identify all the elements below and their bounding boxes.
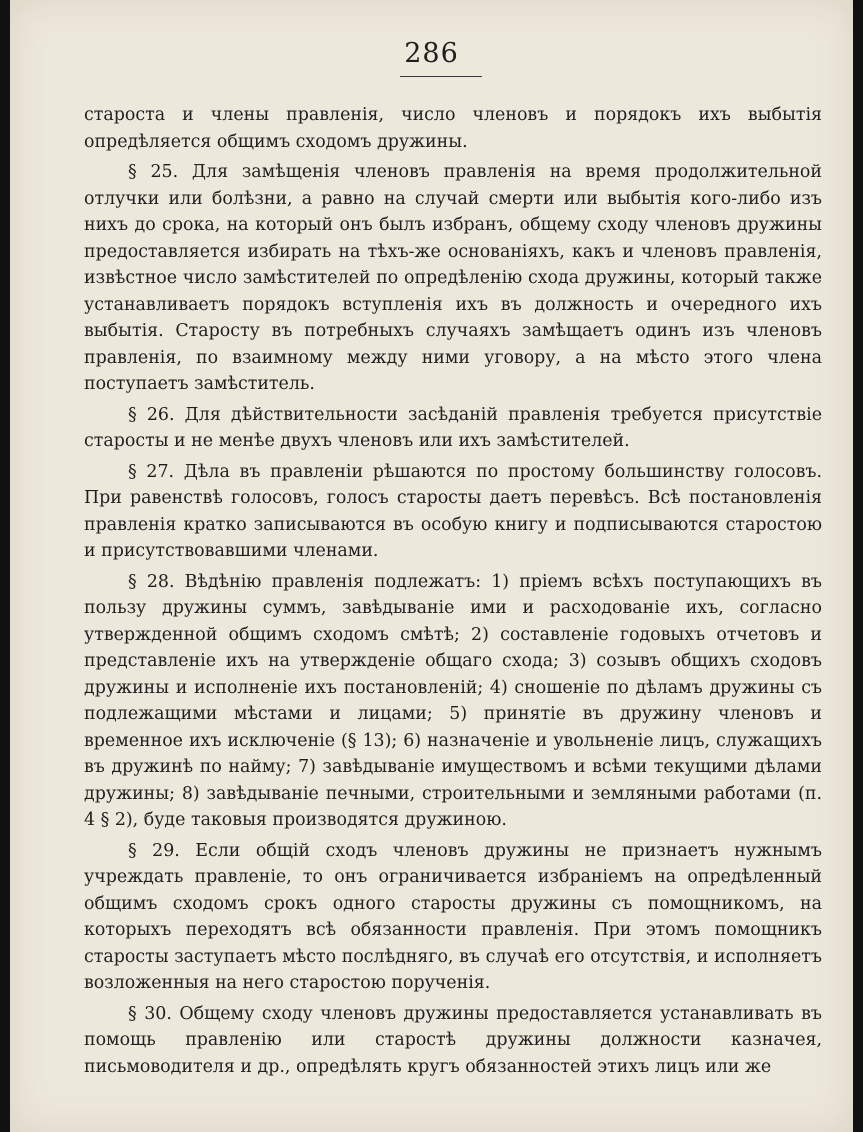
page-number: 286 [404, 38, 459, 69]
paragraph-section-26: § 26. Для дѣйствительности засѣданій правленія требуется присутствіе старосты и не менѣе двухъ членовъ или ихъ замѣстителей. [84, 404, 822, 451]
paragraph-section-30: § 30. Общему сходу членовъ дружины предоставляется устанавливать въ помощь правленію или старостѣ дружины должности казначея, письмоводителя и др., опредѣлять кругъ обязанностей этихъ лицъ или же [84, 1003, 822, 1077]
paragraph-continuation: староста и члены правленія, число членовъ и порядокъ ихъ выбытія опредѣляется общимъ сходомъ дружины. [84, 105, 822, 152]
book-page [10, 0, 853, 1132]
page-number-rule [400, 76, 482, 77]
paragraph-section-28: § 28. Вѣдѣнію правленія подлежатъ: 1) пріемъ всѣхъ поступающихъ въ пользу дружины суммъ, завѣдываніе ими и расходованіе ихъ, согласно утвержденной общимъ сходомъ смѣтѣ; 2) составленіе годовыхъ отчетовъ и представленіе ихъ на утвержденіе общаго схода; 3) созывъ общихъ сходовъ дружины и исполненіе ихъ постановленій; 4) сношеніе по дѣламъ дружины съ подлежащими мѣстами и лицами; 5) принятіе въ дружину членовъ и временное ихъ исключеніе (§ 13); 6) назначеніе и увольненіе лицъ, служащихъ въ дружинѣ по найму; 7) завѣдываніе имуществомъ и всѣми текущими дѣлами дружины; 8) завѣдываніе печными, строительными и земляными работами (п. 4 § 2), буде таковыя производятся дружиною. [84, 571, 822, 830]
page-body [84, 102, 822, 1084]
scan-border-left [0, 0, 10, 1132]
paragraph-section-29: § 29. Если общій сходъ членовъ дружины не признаетъ нужнымъ учреждать правленіе, то онъ ограничивается избраніемъ на опредѣленный общимъ сходомъ срокъ одного старосты дружины съ помощникомъ, на которыхъ переходятъ всѣ обязанности правленія. При этомъ помощникъ старосты заступаетъ мѣсто послѣдняго, въ случаѣ его отсутствія, и исполняетъ возложенныя на него старостою порученія. [84, 840, 822, 993]
paragraph-section-25: § 25. Для замѣщенія членовъ правленія на время продолжительной отлучки или болѣзни, а равно на случай смерти или выбытія кого-либо изъ нихъ до срока, на который онъ былъ избранъ, общему сходу членовъ дружины предоставляется избирать на тѣхъ-же основаніяхъ, какъ и членовъ правленія, извѣстное число замѣстителей по опредѣленію схода дружины, который также устанавливаетъ порядокъ вступленія ихъ въ должность и очередного ихъ выбытія. Старосту въ потребныхъ случаяхъ замѣщаетъ одинъ изъ членовъ правленія, по взаимному между ними уговору, а на мѣсто этого члена поступаетъ замѣститель. [84, 162, 822, 394]
scan-border-right [853, 0, 863, 1132]
paragraph-section-27: § 27. Дѣла въ правленіи рѣшаются по простому большинству голосовъ. При равенствѣ голосовъ, голосъ старосты даетъ перевѣсъ. Всѣ постановленія правленія кратко записываются въ особую книгу и подписываются старостою и присутствовавшими членами. [84, 461, 822, 561]
